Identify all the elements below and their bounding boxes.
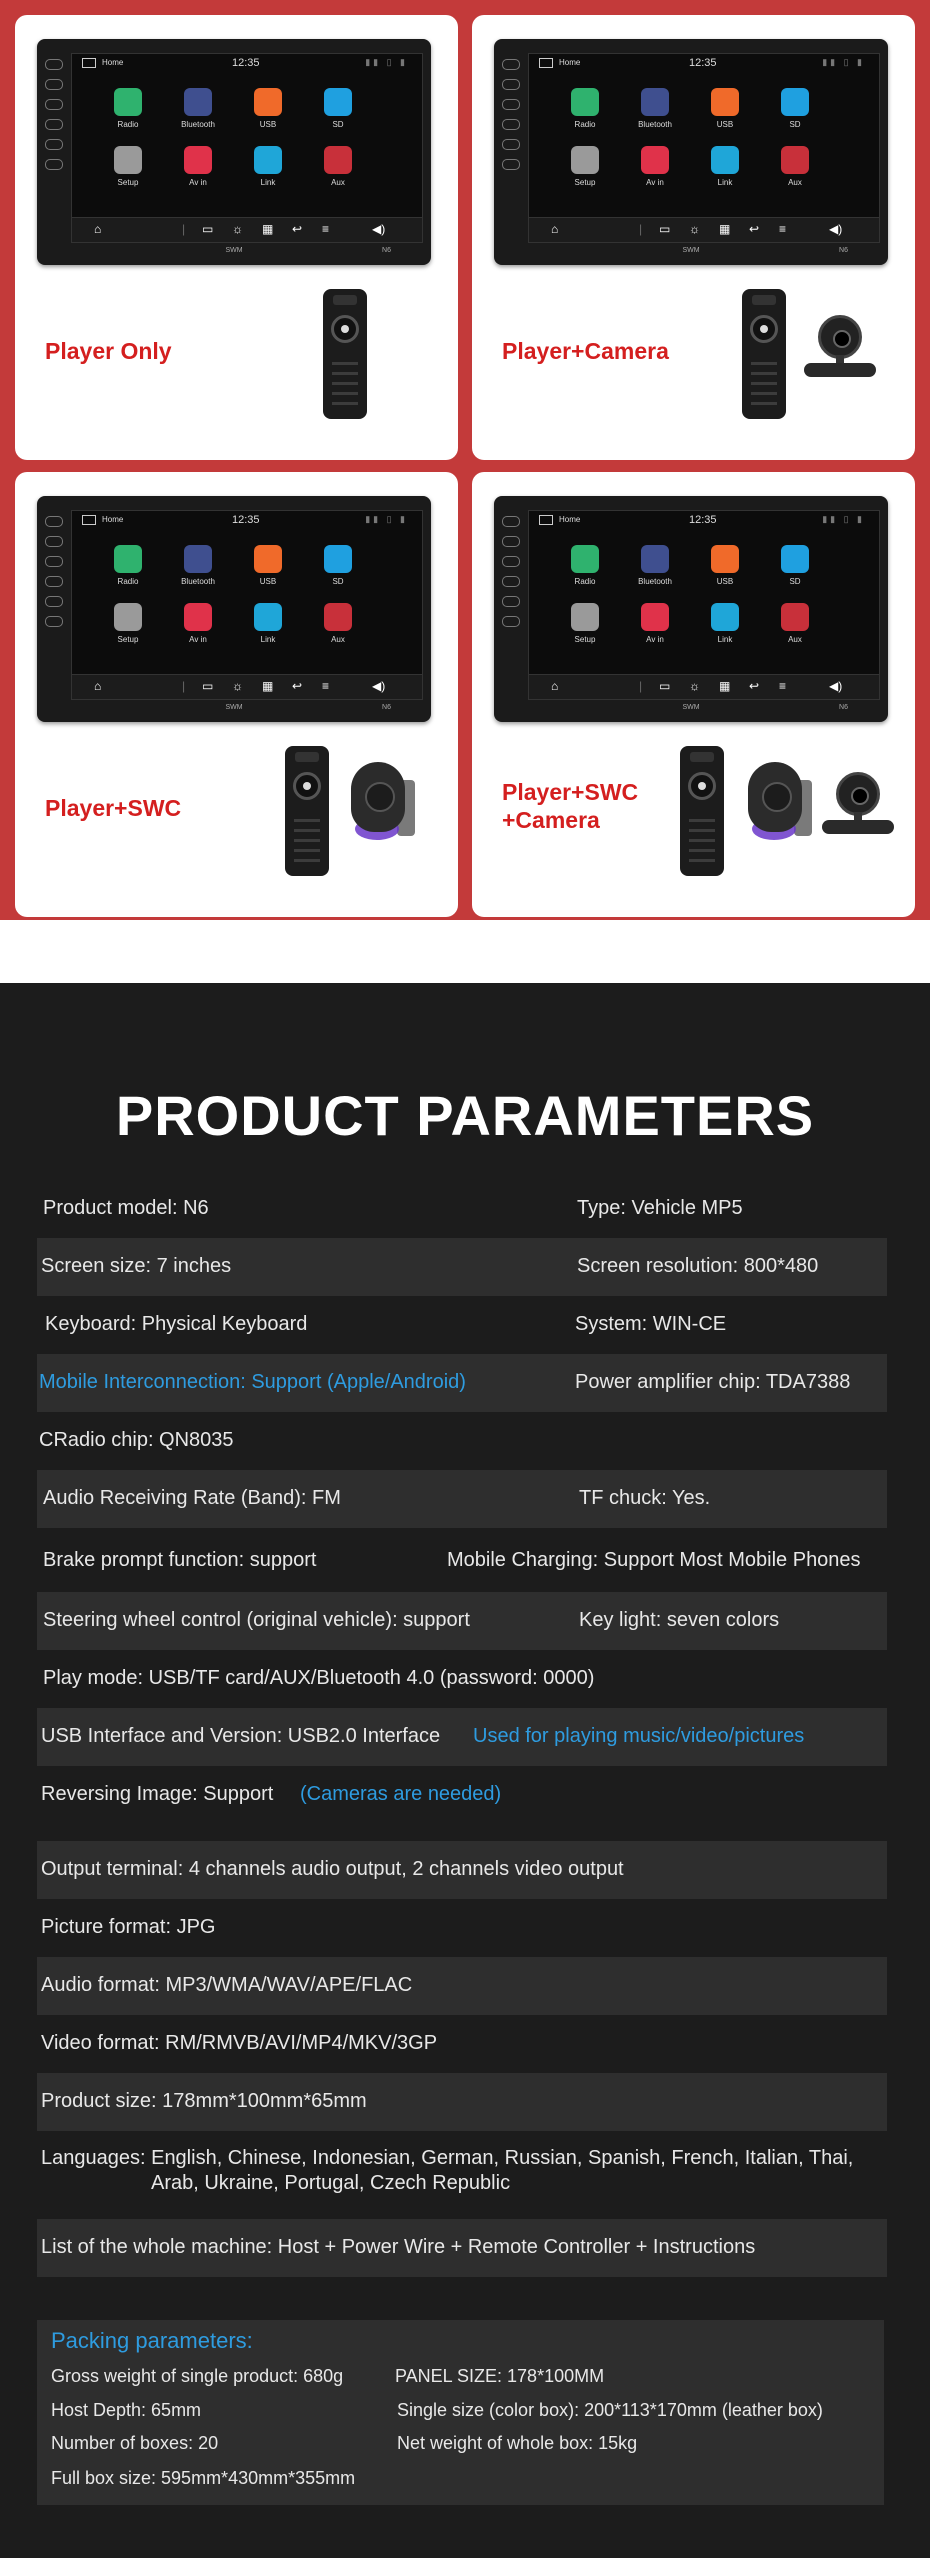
status-icons: ▮▮ ▯ ▮: [365, 514, 408, 524]
menu-icon: [82, 515, 96, 525]
app-aux: Aux: [308, 603, 368, 644]
app-radio: Radio: [98, 545, 158, 586]
backup-camera: [804, 315, 876, 405]
param-row: Keyboard: Physical Keyboard System: WIN-CE: [45, 1313, 727, 1335]
app-aux: Aux: [308, 146, 368, 187]
steering-wheel-controller: [351, 762, 415, 852]
head-unit: [37, 496, 431, 722]
app-usb: USB: [238, 545, 298, 586]
variant-grid: [0, 0, 930, 920]
param-row: Product model: N6 Type: Vehicle MP5: [43, 1197, 743, 1219]
variant-label: Player Only: [45, 338, 172, 364]
app-sd: SD: [765, 88, 825, 129]
status-icons: ▮▮ ▯ ▮: [822, 57, 865, 67]
screen: [71, 510, 423, 700]
home-icon: ⌂: [94, 679, 102, 693]
brightness-icon: ☼: [689, 679, 700, 693]
status-icons: ▮▮ ▯ ▮: [822, 514, 865, 524]
param-row-languages: Languages: English, Chinese, Indonesian, German, Russian, Spanish, French, Italian, Thai, Arab, Ukraine, Portugal, Czech Republic: [41, 2147, 854, 2194]
param-row: Picture format: JPG: [41, 1916, 216, 1938]
list-icon: ≡: [322, 222, 330, 236]
side-buttons: [43, 516, 63, 686]
head-unit: [494, 496, 888, 722]
variant-label: Player+SWC: [45, 795, 182, 821]
app-sd: SD: [308, 545, 368, 586]
param-row: Output terminal: 4 channels audio output, 2 channels video output: [37, 1841, 887, 1899]
home-label: Home: [102, 58, 124, 67]
screen: [528, 510, 880, 700]
brand-label: SWM: [225, 704, 243, 711]
app-link: Link: [238, 603, 298, 644]
taskbar: ⌂ | ▭ ☼ ▦ ↩ ≡ ◀): [529, 674, 879, 699]
brand-label: SWM: [682, 704, 700, 711]
param-row: Brake prompt function: support Mobile Charging: Support Most Mobile Phones: [43, 1549, 861, 1571]
param-row: Play mode: USB/TF card/AUX/Bluetooth 4.0 (password: 0000): [43, 1667, 595, 1689]
back-icon: ↩: [749, 679, 760, 693]
brand-label: SWM: [225, 247, 243, 254]
list-icon: ≡: [779, 679, 787, 693]
back-icon: ↩: [749, 222, 760, 236]
param-row: Video format: RM/RMVB/AVI/MP4/MKV/3GP: [41, 2032, 438, 2054]
app-radio: Radio: [555, 88, 615, 129]
variant-card-player-swc[interactable]: [15, 472, 458, 917]
grid-icon: ▦: [719, 679, 731, 693]
app-av-in: Av in: [168, 603, 228, 644]
list-icon: ≡: [322, 679, 330, 693]
home-icon: ⌂: [551, 222, 559, 236]
model-label: N6: [382, 247, 391, 254]
brightness-icon: ☼: [689, 222, 700, 236]
brand-label: SWM: [682, 247, 700, 254]
menu-icon: [539, 58, 553, 68]
packing-title: Packing parameters:: [51, 2328, 253, 2353]
list-icon: ≡: [779, 222, 787, 236]
grid-icon: ▦: [262, 222, 274, 236]
variant-card-player-only[interactable]: [15, 15, 458, 460]
app-link: Link: [238, 146, 298, 187]
taskbar: ⌂ | ▭ ☼ ▦ ↩ ≡ ◀): [72, 674, 422, 699]
app-aux: Aux: [765, 603, 825, 644]
screen: [528, 53, 880, 243]
volume-icon: ◀): [372, 222, 386, 236]
param-row: Audio Receiving Rate (Band): FM TF chuck: Yes.: [37, 1470, 887, 1528]
app-link: Link: [695, 603, 755, 644]
backup-camera: [822, 772, 894, 862]
side-buttons: [500, 516, 520, 686]
app-radio: Radio: [555, 545, 615, 586]
app-bluetooth: Bluetooth: [625, 88, 685, 129]
remote-control: [742, 289, 786, 419]
app-usb: USB: [238, 88, 298, 129]
app-sd: SD: [308, 88, 368, 129]
app-setup: Setup: [98, 146, 158, 187]
packing-parameters: Packing parameters: Gross weight of single product: 680g PANEL SIZE: 178*100MM Host Depth: 65mm Single size (color box): 200*113*170mm (leather box) Number of boxes: 20 Net weight of whole box: 15kg Full box size: 595mm*430mm*355mm: [37, 2320, 884, 2505]
grid-icon: ▦: [719, 222, 731, 236]
app-setup: Setup: [98, 603, 158, 644]
head-unit: [37, 39, 431, 265]
param-row: Product size: 178mm*100mm*65mm: [37, 2073, 887, 2131]
param-row: Steering wheel control (original vehicle): support Key light: seven colors: [37, 1592, 887, 1650]
head-unit: [494, 39, 888, 265]
clock: 12:35: [689, 57, 717, 69]
status-icons: ▮▮ ▯ ▮: [365, 57, 408, 67]
variant-label-line1: Player+SWC: [502, 779, 639, 805]
volume-icon: ◀): [829, 679, 843, 693]
gallery-icon: ▭: [659, 679, 671, 693]
back-icon: ↩: [292, 679, 303, 693]
app-setup: Setup: [555, 146, 615, 187]
variant-card-player-swc-camera[interactable]: [472, 472, 915, 917]
steering-wheel-controller: [748, 762, 812, 852]
home-label: Home: [559, 58, 581, 67]
clock: 12:35: [689, 514, 717, 526]
model-label: N6: [839, 704, 848, 711]
section-title: PRODUCT PARAMETERS: [115, 1084, 815, 1147]
app-radio: Radio: [98, 88, 158, 129]
app-setup: Setup: [555, 603, 615, 644]
param-row: Reversing Image: Support (Cameras are needed): [41, 1783, 502, 1805]
app-av-in: Av in: [625, 603, 685, 644]
variant-label: [502, 778, 638, 834]
app-link: Link: [695, 146, 755, 187]
screen: [71, 53, 423, 243]
side-buttons: [43, 59, 63, 229]
model-label: N6: [839, 247, 848, 254]
back-icon: ↩: [292, 222, 303, 236]
menu-icon: [539, 515, 553, 525]
app-av-in: Av in: [168, 146, 228, 187]
grid-icon: ▦: [262, 679, 274, 693]
taskbar: ⌂ | ▭ ☼ ▦ ↩ ≡ ◀): [529, 217, 879, 242]
param-row: List of the whole machine: Host + Power Wire + Remote Controller + Instructions: [37, 2219, 887, 2277]
app-usb: USB: [695, 88, 755, 129]
app-bluetooth: Bluetooth: [168, 88, 228, 129]
volume-icon: ◀): [829, 222, 843, 236]
home-label: Home: [102, 515, 124, 524]
clock: 12:35: [232, 57, 260, 69]
taskbar: ⌂ | ▭ ☼ ▦ ↩ ≡ ◀): [72, 217, 422, 242]
remote-control: [285, 746, 329, 876]
gallery-icon: ▭: [202, 679, 214, 693]
remote-control: [323, 289, 367, 419]
brightness-icon: ☼: [232, 222, 243, 236]
variant-card-player-camera[interactable]: [472, 15, 915, 460]
param-row: Mobile Interconnection: Support (Apple/Android) Power amplifier chip: TDA7388: [37, 1354, 887, 1412]
param-row: USB Interface and Version: USB2.0 Interface Used for playing music/video/pictures: [37, 1708, 887, 1766]
home-icon: ⌂: [551, 679, 559, 693]
model-label: N6: [382, 704, 391, 711]
variant-label: Player+Camera: [502, 338, 669, 364]
app-bluetooth: Bluetooth: [168, 545, 228, 586]
home-label: Home: [559, 515, 581, 524]
home-icon: ⌂: [94, 222, 102, 236]
clock: 12:35: [232, 514, 260, 526]
product-parameters-section: [0, 983, 930, 2558]
menu-icon: [82, 58, 96, 68]
variant-label-line2: +Camera: [502, 807, 600, 833]
app-aux: Aux: [765, 146, 825, 187]
app-sd: SD: [765, 545, 825, 586]
param-row: Audio format: MP3/WMA/WAV/APE/FLAC: [37, 1957, 887, 2015]
volume-icon: ◀): [372, 679, 386, 693]
remote-control: [680, 746, 724, 876]
gallery-icon: ▭: [202, 222, 214, 236]
app-av-in: Av in: [625, 146, 685, 187]
gallery-icon: ▭: [659, 222, 671, 236]
app-bluetooth: Bluetooth: [625, 545, 685, 586]
param-row: Screen size: 7 inches Screen resolution: 800*480: [37, 1238, 887, 1296]
side-buttons: [500, 59, 520, 229]
app-usb: USB: [695, 545, 755, 586]
brightness-icon: ☼: [232, 679, 243, 693]
param-row: CRadio chip: QN8035: [39, 1429, 234, 1451]
